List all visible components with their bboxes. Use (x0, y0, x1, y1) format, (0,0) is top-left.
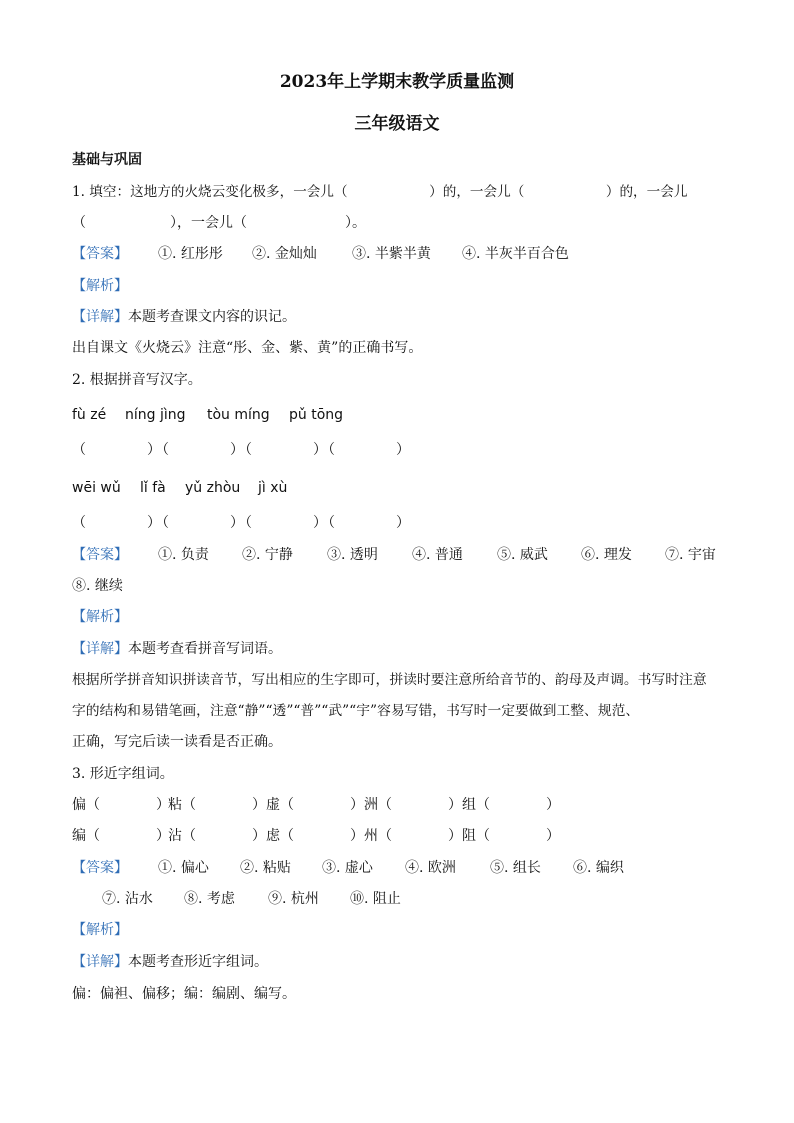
q3-row2-item-4: 州（ ） (364, 828, 462, 844)
q3-row1-item-3: 虚（ ） (266, 797, 364, 813)
q3-row1-item-5: 组（ ） (462, 797, 560, 813)
q3-detail-tag: 【详解】 (72, 954, 128, 970)
q1-detail (72, 307, 296, 327)
q2-detail-tag: 【详解】 (72, 641, 128, 657)
pinyin-8: jì xù (258, 480, 288, 496)
q3-detail-text: 本题考查形近字组词。 (128, 954, 268, 970)
pinyin-5: wēi wǔ (72, 480, 121, 496)
q3-row2-item-3: 虑（ ） (266, 828, 364, 844)
page-title: 2023年上学期末教学质量监测 (279, 72, 515, 92)
q3-detail (72, 952, 268, 972)
pinyin-3: tòu míng (207, 407, 270, 423)
q2-detail (72, 639, 282, 659)
q2-answer-7: ⑦. 宇宙 (665, 547, 716, 563)
q2-answer-tag: 【答案】 (72, 547, 128, 563)
q2-answer-5: ⑤. 威武 (497, 547, 548, 563)
q3-answer-5: ⑤. 组长 (490, 860, 541, 876)
q2-analysis-tag: 【解析】 (72, 609, 128, 625)
pinyin-7: yǔ zhòu (185, 480, 241, 496)
pinyin-6: lǐ fà (140, 480, 166, 496)
q2-detail-text: 本题考查看拼音写词语。 (128, 641, 282, 657)
q2-line-1: 2. 根据拼音写汉字。 (72, 372, 202, 388)
q1-line-1: 1. 填空：这地方的火烧云变化极多，一会儿（ ）的，一会儿（ ）的，一会儿 (72, 184, 688, 200)
q1-detail-tag: 【详解】 (72, 309, 128, 325)
q3-row1-item-2: 粘（ ） (168, 797, 266, 813)
q1-detail-2: 出自课文《火烧云》注意“彤、金、紫、黄”的正确书写。 (72, 340, 423, 356)
section-title: 基础与巩固 (72, 152, 142, 168)
q2-para-2: 字的结构和易错笔画，注意“静”“透”“普”“武”“宇”容易写错，书写时一定要做到工整、规范、 (72, 703, 640, 719)
pinyin-2: níng jìng (125, 407, 186, 423)
q2-para-3: 正确，写完后读一读看是否正确。 (72, 734, 282, 750)
q1-analysis-tag: 【解析】 (72, 278, 128, 294)
q3-answer-10: ⑩. 阻止 (350, 891, 401, 907)
page-subtitle: 三年级语文 (354, 114, 440, 134)
q2-answer-8: ⑧. 继续 (72, 578, 123, 594)
q2-answer-1: ①. 负责 (158, 547, 209, 563)
q3-answer-tag: 【答案】 (72, 860, 128, 876)
q2-para-1: 根据所学拼音知识拼读音节，写出相应的生字即可，拼读时要注意所给音节的、韵母及声调。书写时注意 (72, 672, 707, 688)
q3-answer-8: ⑧. 考虑 (184, 891, 235, 907)
q3-line-1: 3. 形近字组词。 (72, 766, 174, 782)
q3-row2-item-5: 阻（ ） (462, 828, 560, 844)
q1-answer-3: ③. 半紫半黄 (352, 246, 431, 262)
q1-detail-text: 本题考查课文内容的识记。 (128, 309, 296, 325)
q3-row2-item-1: 编（ ） (72, 828, 170, 844)
q2-answer-3: ③. 透明 (327, 547, 378, 563)
q3-row2-item-2: 沾（ ） (168, 828, 266, 844)
pinyin-1: fù zé (72, 407, 107, 423)
q3-answer-1: ①. 偏心 (158, 860, 209, 876)
q3-answer-3: ③. 虚心 (322, 860, 373, 876)
pinyin-4: pǔ tōng (289, 407, 344, 423)
q1-answer-tag: 【答案】 (72, 246, 128, 262)
q1-answer-2: ②. 金灿灿 (252, 246, 317, 262)
q1-answer-1: ①. 红彤彤 (158, 246, 223, 262)
q3-answer-4: ④. 欧洲 (405, 860, 456, 876)
q2-blank-row-2: （ ）（ ）（ ）（ ） (72, 515, 411, 531)
q3-analysis-tag: 【解析】 (72, 922, 128, 938)
q3-answer-9: ⑨. 杭州 (268, 891, 319, 907)
q3-row1-item-1: 偏（ ） (72, 797, 170, 813)
q1-line-2: （ ），一会儿（ ）。 (72, 215, 366, 231)
q3-answer-2: ②. 粘贴 (240, 860, 291, 876)
q3-row1-item-4: 洲（ ） (364, 797, 462, 813)
q2-answer-6: ⑥. 理发 (581, 547, 632, 563)
q2-answer-2: ②. 宁静 (242, 547, 293, 563)
q3-answer-6: ⑥. 编织 (573, 860, 624, 876)
q3-answer-7: ⑦. 沾水 (102, 891, 153, 907)
q2-answer-4: ④. 普通 (412, 547, 463, 563)
q1-answer-4: ④. 半灰半百合色 (462, 246, 569, 262)
q3-detail-2: 偏：偏袒、偏移；编：编剧、编写。 (72, 986, 296, 1002)
q2-blank-row-1: （ ）（ ）（ ）（ ） (72, 442, 411, 458)
